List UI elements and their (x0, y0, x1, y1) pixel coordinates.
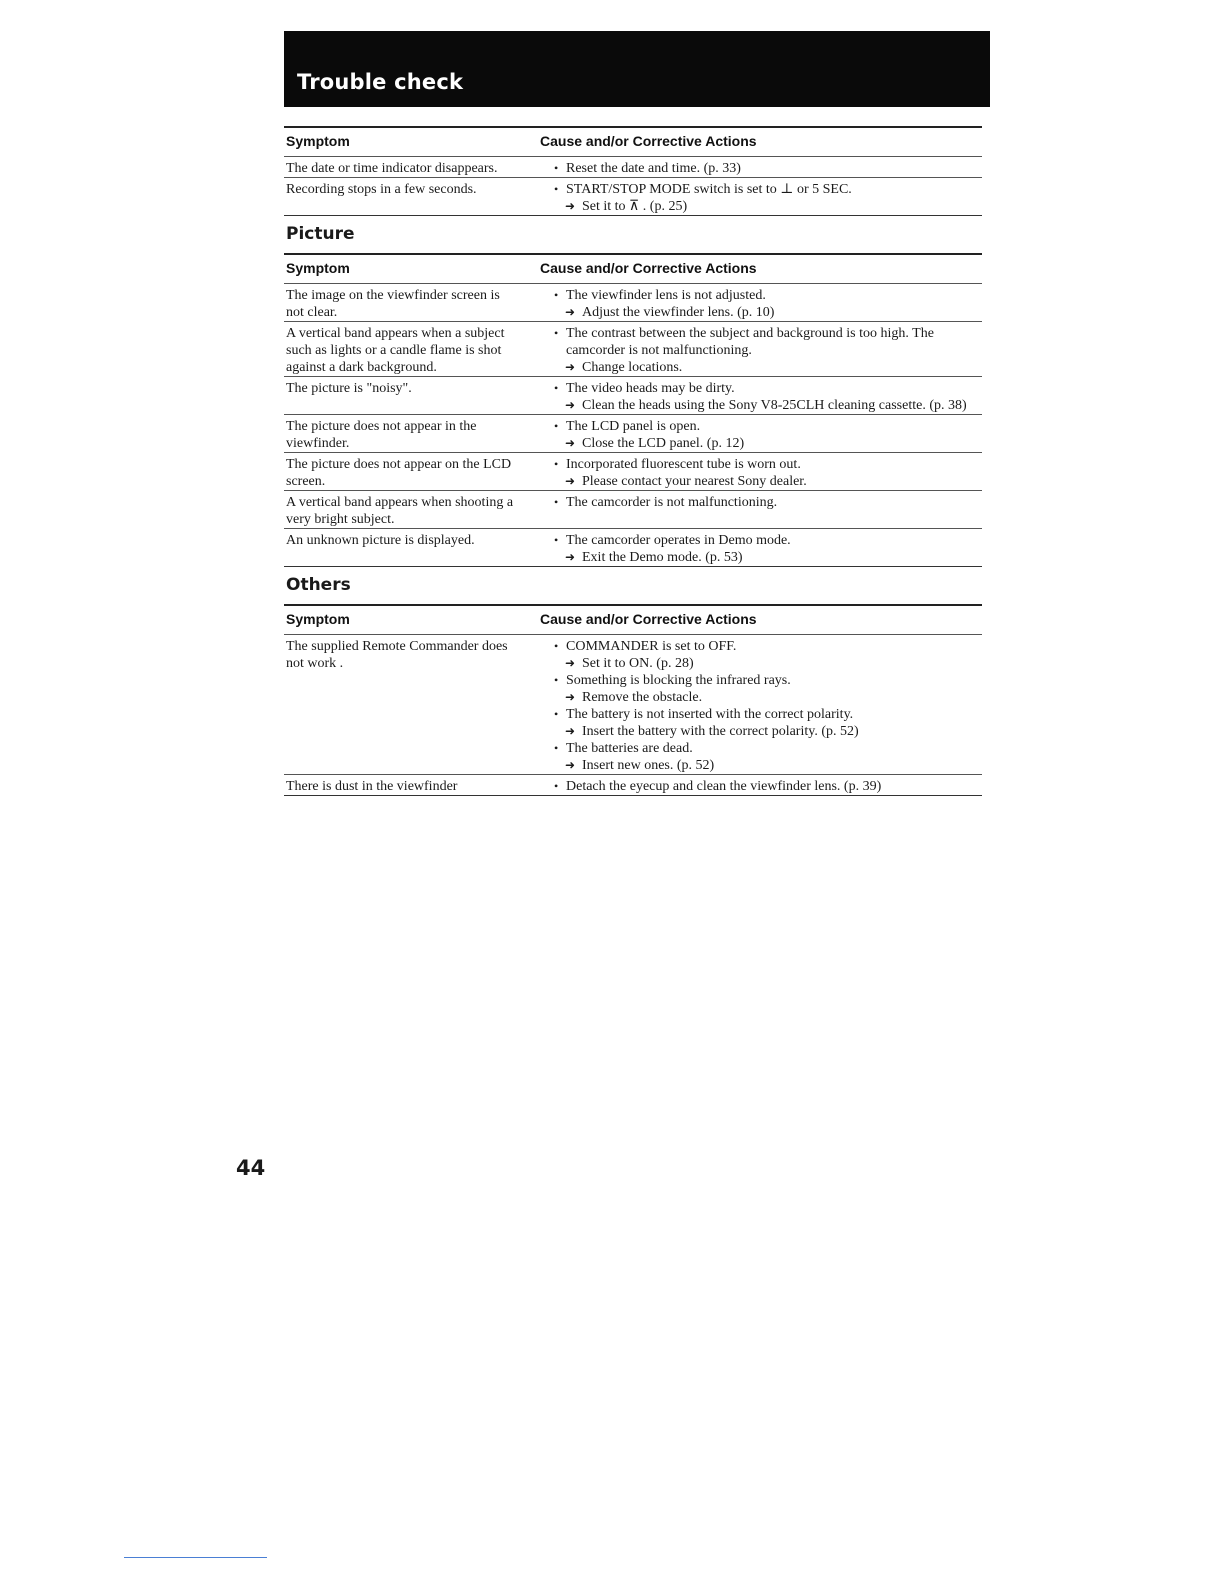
table-body (284, 157, 982, 216)
symptom-cell: The image on the viewfinder screen is not clear. (286, 288, 500, 320)
action-text: Set it to ON. (p. 28) (582, 656, 694, 671)
cause-item: • The viewfinder lens is not adjusted. (554, 287, 982, 304)
table-row (284, 453, 982, 491)
action-text: Exit the Demo mode. (p. 53) (582, 550, 743, 565)
action-text: Adjust the viewfinder lens. (p. 10) (582, 305, 775, 320)
footer-divider (124, 1557, 267, 1558)
cause-item: • Reset the date and time. (p. 33) (554, 160, 982, 177)
table-header (284, 604, 982, 635)
corrective-action (554, 359, 982, 376)
cause-cell (540, 181, 982, 215)
symptom-cell: The date or time indicator disappears. (286, 161, 498, 176)
corrective-action (554, 689, 982, 706)
cause-item: • Detach the eyecup and clean the viewfinder lens. (p. 39) (554, 778, 982, 795)
corrective-action (554, 473, 982, 490)
corrective-action (554, 198, 982, 215)
right-arrow-icon: ➜ (565, 656, 576, 670)
table-row (284, 635, 982, 775)
cause-item: • The LCD panel is open. (554, 418, 982, 435)
table-header (284, 126, 982, 157)
right-arrow-icon: ➜ (565, 398, 576, 412)
cause-item: • COMMANDER is set to OFF. (554, 638, 982, 655)
symptom-cell: The picture is "noisy". (286, 381, 412, 396)
title-banner (284, 31, 990, 107)
right-arrow-icon: ➜ (565, 474, 576, 488)
cause-item: • START/STOP MODE switch is set to ⊥ or 5 SEC. (554, 181, 982, 198)
symptom-cell: A vertical band appears when shooting a very bright subject. (286, 495, 514, 527)
table-row (284, 529, 982, 567)
symptom-cell: There is dust in the viewfinder (286, 779, 458, 794)
action-text: Please contact your nearest Sony dealer. (582, 474, 807, 489)
corrective-action (554, 757, 982, 774)
right-arrow-icon: ➜ (565, 199, 576, 213)
cause-column-header: Cause and/or Corrective Actions (540, 133, 757, 149)
action-text: Close the LCD panel. (p. 12) (582, 436, 745, 451)
cause-cell (540, 778, 982, 795)
picture-table (284, 253, 982, 567)
cause-item: • The camcorder operates in Demo mode. (554, 532, 982, 549)
table-header (284, 253, 982, 284)
action-text: Set it to ⊼ . (p. 25) (582, 199, 688, 214)
right-arrow-icon: ➜ (565, 690, 576, 704)
right-arrow-icon: ➜ (565, 360, 576, 374)
cause-column-header: Cause and/or Corrective Actions (540, 260, 757, 276)
cause-cell (540, 287, 982, 321)
table-row (284, 284, 982, 322)
general-table (284, 126, 982, 216)
action-text: Remove the obstacle. (582, 690, 703, 705)
table-body (284, 284, 982, 567)
trouble-check-content (284, 126, 982, 796)
symptom-cell: The picture does not appear on the LCD screen. (286, 457, 512, 489)
action-text: Insert the battery with the correct polarity. (p. 52) (582, 724, 859, 739)
action-text: Clean the heads using the Sony V8-25CLH cleaning cassette. (p. 38) (582, 398, 967, 413)
right-arrow-icon: ➜ (565, 550, 576, 564)
cause-cell (540, 494, 982, 528)
symptom-cell: An unknown picture is displayed. (286, 533, 475, 548)
table-row (284, 178, 982, 216)
table-row (284, 157, 982, 178)
cause-item: • Incorporated fluorescent tube is worn out. (554, 456, 982, 473)
right-arrow-icon: ➜ (565, 758, 576, 772)
table-row (284, 322, 982, 377)
cause-item: • The battery is not inserted with the correct polarity. (554, 706, 982, 723)
corrective-action (554, 397, 982, 414)
cause-item: • The batteries are dead. (554, 740, 982, 757)
action-text: Change locations. (582, 360, 683, 375)
corrective-action (554, 549, 982, 566)
section-title-others: Others (286, 575, 351, 595)
cause-cell (540, 418, 982, 452)
cause-column-header: Cause and/or Corrective Actions (540, 611, 757, 627)
right-arrow-icon: ➜ (565, 724, 576, 738)
symptom-column-header: Symptom (286, 611, 350, 627)
corrective-action (554, 723, 982, 740)
cause-cell (540, 456, 982, 490)
corrective-action (554, 435, 982, 452)
corrective-action (554, 304, 982, 321)
symptom-cell: Recording stops in a few seconds. (286, 182, 477, 197)
cause-item: • The camcorder is not malfunctioning. (554, 494, 982, 511)
symptom-cell: A vertical band appears when a subject such as lights or a candle flame is shot against a dark background. (286, 326, 505, 375)
right-arrow-icon: ➜ (565, 305, 576, 319)
symptom-cell: The supplied Remote Commander does not work . (286, 639, 508, 671)
section-title-picture: Picture (286, 224, 355, 244)
right-arrow-icon: ➜ (565, 436, 576, 450)
symptom-cell: The picture does not appear in the viewfinder. (286, 419, 477, 451)
page-number: 44 (236, 1156, 266, 1180)
cause-cell (540, 638, 982, 774)
cause-cell (540, 380, 982, 414)
cause-item: • Something is blocking the infrared rays. (554, 672, 982, 689)
table-row (284, 377, 982, 415)
cause-cell (540, 325, 982, 376)
cause-item: • The video heads may be dirty. (554, 380, 982, 397)
table-row (284, 415, 982, 453)
action-text: Insert new ones. (p. 52) (582, 758, 715, 773)
cause-cell (540, 532, 982, 566)
table-row (284, 491, 982, 529)
corrective-action (554, 655, 982, 672)
table-row (284, 775, 982, 796)
cause-cell (540, 160, 982, 177)
symptom-column-header: Symptom (286, 133, 350, 149)
cause-item: • The contrast between the subject and background is too high. The camcorder is not malfunctioning. (554, 325, 982, 359)
page-title: Trouble check (297, 70, 464, 94)
table-body (284, 635, 982, 796)
others-table (284, 604, 982, 796)
symptom-column-header: Symptom (286, 260, 350, 276)
